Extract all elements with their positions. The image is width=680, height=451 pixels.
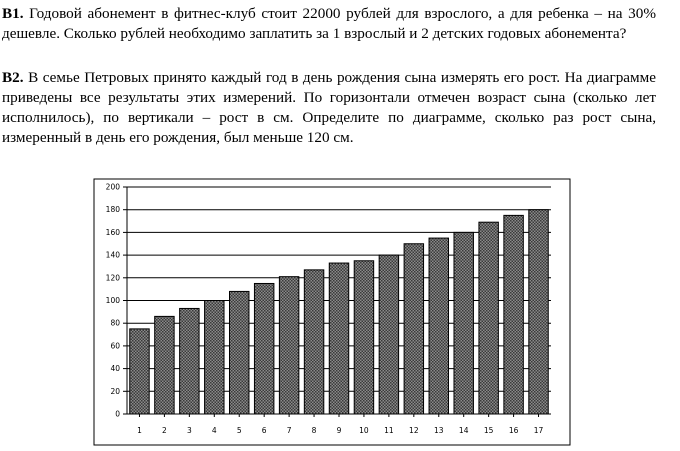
x-tick-label: 15 [483, 426, 494, 435]
y-tick-label: 180 [105, 205, 120, 215]
x-tick-label: 5 [236, 426, 242, 435]
bar-age-16 [504, 215, 523, 414]
bar-age-4 [205, 301, 224, 415]
bar-age-1 [130, 329, 149, 414]
x-tick-label: 17 [533, 426, 544, 435]
bar-age-7 [279, 277, 298, 414]
y-tick-label: 140 [105, 250, 120, 260]
problem-b2-number: B2. [2, 69, 24, 86]
x-tick-label: 4 [211, 426, 217, 435]
x-tick-label: 1 [137, 426, 142, 435]
problem-b1-text: Годовой абонемент в фитнес-клуб стоит 22000 рублей для взрослого, а для ребенка – на 30% дешевле. Сколько рублей необходимо заплатить за 1 взрослый и 2 детских годовых абонемента? [2, 5, 656, 42]
bar-age-5 [230, 291, 249, 414]
bar-age-8 [304, 270, 323, 414]
x-tick-label: 14 [458, 426, 469, 435]
bar-age-17 [529, 210, 548, 414]
bar-age-6 [254, 283, 273, 414]
y-tick-label: 60 [110, 341, 120, 351]
x-tick-label: 13 [433, 426, 444, 435]
problem-b2-text: В семье Петровых принято каждый год в день рождения сына измерять его рост. На диаграмме приведены все результаты этих измерений. По горизонтали отмечен возраст сына (сколько лет исполнилось), по вертикали – рост в см. Определите по диаграмме, сколько раз рост сына, измеренный в день его рождения, был меньше 120 см. [2, 69, 657, 146]
x-tick-label: 16 [508, 426, 519, 435]
bar-age-2 [155, 316, 174, 414]
bar-age-14 [454, 232, 473, 414]
problem-b1-number: B1. [2, 5, 24, 22]
bar-age-9 [329, 263, 348, 414]
bar-age-12 [404, 244, 423, 414]
y-tick-label: 0 [115, 409, 120, 419]
bar-age-3 [180, 308, 199, 414]
x-tick-label: 12 [409, 426, 419, 435]
y-tick-label: 100 [105, 296, 120, 305]
x-tick-label: 9 [336, 426, 342, 435]
x-tick-label: 7 [286, 426, 292, 435]
y-tick-label: 20 [110, 386, 120, 396]
height-bar-chart [93, 178, 573, 448]
problem-b2 [2, 68, 656, 148]
x-tick-label: 10 [359, 426, 369, 435]
y-tick-label: 120 [105, 273, 120, 283]
problem-b1 [2, 4, 656, 44]
x-tick-label: 8 [311, 426, 317, 435]
bar-age-15 [479, 222, 498, 414]
bar-age-13 [429, 238, 448, 414]
bar-age-11 [379, 255, 398, 414]
y-tick-label: 80 [110, 318, 120, 328]
bar-age-10 [354, 261, 373, 414]
x-tick-label: 2 [162, 426, 167, 435]
y-tick-label: 200 [105, 182, 120, 192]
x-tick-label: 6 [261, 426, 267, 435]
x-tick-label: 3 [186, 426, 192, 435]
y-tick-label: 160 [105, 227, 120, 237]
y-tick-label: 40 [110, 364, 120, 374]
x-tick-label: 11 [384, 426, 394, 435]
